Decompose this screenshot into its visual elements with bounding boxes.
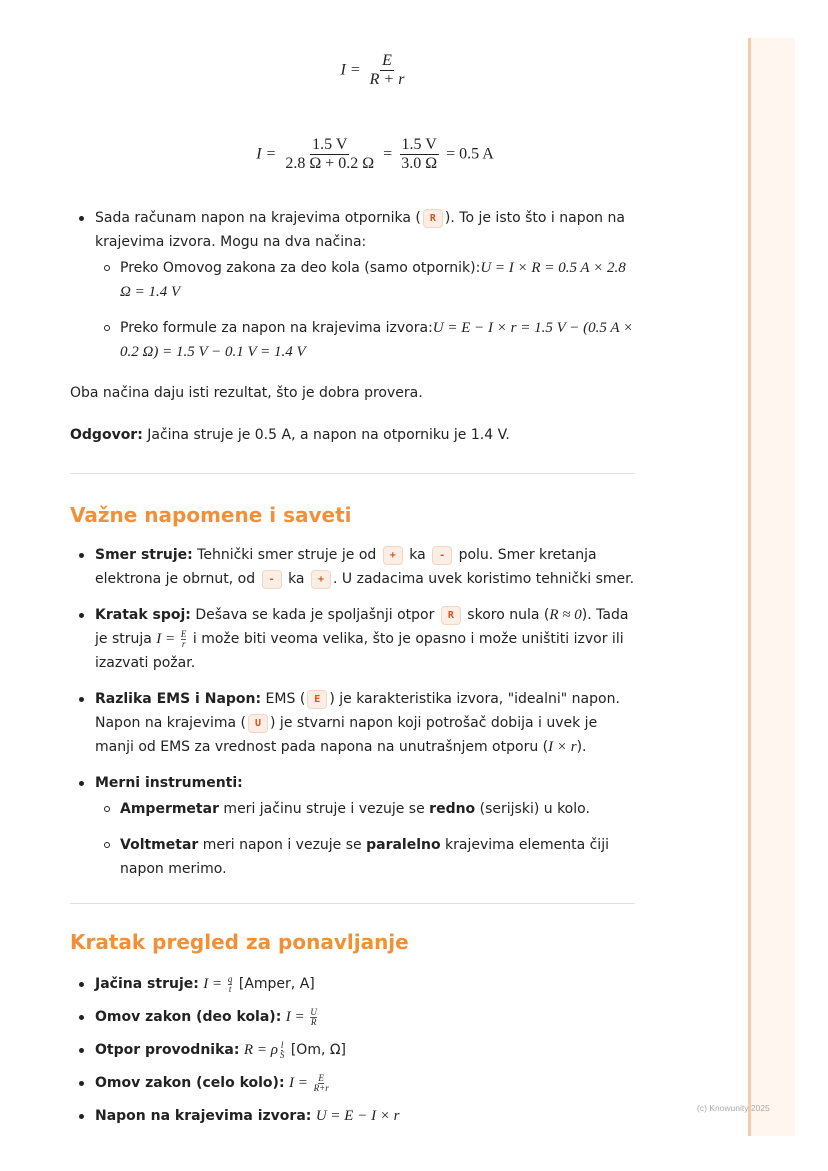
text: meri napon i vezuje se: [198, 837, 367, 853]
fraction: [399, 136, 439, 174]
text: ka: [283, 571, 309, 587]
inline-fraction: [310, 1008, 317, 1027]
math-expression: I =: [203, 976, 226, 992]
text: polu. Smer kretanja elektrona je obrnut, od: [95, 547, 597, 587]
numerator: U: [310, 1006, 317, 1017]
fraction: [368, 52, 407, 90]
sub-list-item: [95, 797, 635, 821]
text: [Om, Ω]: [286, 1042, 347, 1058]
numerator: q: [227, 973, 233, 984]
math-expression: U = I × R = 0.5 A × 2.8 Ω = 1.4 V: [120, 260, 626, 300]
numerator: E: [318, 1072, 324, 1083]
math-expression: I =: [156, 631, 179, 647]
math-expression: I =: [285, 1009, 309, 1025]
numerator: l: [280, 1039, 284, 1050]
sub-list-item: [95, 833, 635, 881]
solution-list: [70, 206, 635, 364]
text: ka: [404, 547, 431, 563]
text: ) je stvarni napon koji potrošač dobija i uvek je manji od EMS za vrednost pada napona na unutrašnjem otporu (: [95, 715, 598, 755]
numerator: E: [380, 52, 394, 71]
answer-text: Jačina struje je 0.5 A, a napon na otporniku je 1.4 V.: [142, 427, 510, 443]
math-expression: U = E − I × r: [315, 1108, 400, 1124]
bold-term: Napon na krajevima izvora:: [95, 1108, 312, 1124]
list-item: [70, 543, 635, 591]
code-badge: -: [432, 546, 452, 565]
list-item: [70, 1005, 635, 1029]
tips-list: [70, 543, 635, 881]
bold-term: redno: [429, 801, 476, 817]
sub-list: [95, 256, 635, 364]
bullet-list: [70, 972, 635, 1128]
text: ). To je isto što i napon na krajevima izvora. Mogu na dva načina:: [95, 210, 625, 250]
code-badge: U: [248, 714, 268, 733]
math-expression: I × r: [548, 739, 577, 755]
text: ) je karakteristika izvora, "idealni" napon. Napon na krajevima (: [95, 691, 620, 731]
bold-term: Jačina struje:: [95, 976, 199, 992]
formula-calculation: [70, 136, 680, 174]
answer: [70, 423, 635, 447]
inline-fraction: [314, 1074, 329, 1093]
list-item: [70, 603, 635, 675]
bold-term: paralelno: [366, 837, 441, 853]
text: . U zadacima uvek koristimo tehnički smer.: [333, 571, 635, 587]
formula-lhs: I =: [340, 61, 361, 79]
bold-term: Omov zakon (deo kola):: [95, 1009, 282, 1025]
section-title-tips: Važne napomene i saveti: [70, 503, 352, 527]
numerator: 1.5 V: [400, 136, 439, 155]
list-item: [70, 771, 635, 881]
bullet-list: [70, 206, 635, 364]
bold-term: Omov zakon (celo kolo):: [95, 1075, 285, 1091]
code-badge: -: [262, 570, 282, 589]
math-expression: I =: [289, 1075, 312, 1091]
text: meri jačinu struje i vezuje se: [218, 801, 430, 817]
text: Sada računam napon na krajevima otpornika (: [95, 210, 421, 226]
text: Preko Omovog zakona za deo kola (samo otpornik):: [120, 260, 481, 276]
denominator: 3.0 Ω: [401, 155, 438, 173]
denominator: R: [310, 1016, 317, 1027]
code-badge: E: [307, 690, 327, 709]
denominator: r: [181, 638, 186, 649]
bold-term: Otpor provodnika:: [95, 1042, 240, 1058]
bold-term: Ampermetar: [120, 801, 219, 817]
code-badge: +: [311, 570, 331, 589]
result: = 0.5 A: [446, 145, 494, 163]
section-title-review: Kratak pregled za ponavljanje: [70, 930, 409, 954]
numerator: 1.5 V: [310, 136, 349, 155]
list-item: [70, 1071, 635, 1095]
list-item: [70, 1104, 635, 1128]
bold-term: Razlika EMS i Napon:: [95, 691, 262, 707]
check-text: Oba načina daju isti rezultat, što je dobra provera.: [70, 385, 423, 401]
inline-fraction: [228, 975, 233, 994]
page-side-strip: [748, 38, 795, 1136]
code-badge: R: [423, 209, 443, 228]
bullet-list: [70, 543, 635, 881]
inline-fraction: [280, 1041, 285, 1060]
sub-list-item: [95, 256, 635, 304]
text: (serijski) u kolo.: [475, 801, 590, 817]
text: EMS (: [261, 691, 306, 707]
text: ).: [576, 739, 587, 755]
divider: [70, 473, 635, 474]
list-item: [70, 1038, 635, 1062]
formula-lhs: I =: [256, 145, 277, 163]
copyright: (c) Knowunity 2025: [697, 1103, 770, 1113]
denominator: S: [279, 1049, 285, 1060]
code-badge: R: [441, 606, 461, 625]
numerator: E: [180, 628, 187, 639]
bold-term: Voltmetar: [120, 837, 199, 853]
inline-fraction: [181, 630, 187, 649]
text: Dešava se kada je spoljašnji otpor: [190, 607, 439, 623]
text: skoro nula (: [462, 607, 550, 623]
text: ). Tada je struja: [95, 607, 629, 647]
denominator: 2.8 Ω + 0.2 Ω: [285, 155, 375, 173]
answer-label: Odgovor:: [70, 427, 143, 443]
bold-term: Smer struje:: [95, 547, 193, 563]
text: Tehnički smer struje je od: [192, 547, 381, 563]
fraction: [283, 136, 376, 174]
list-item: [70, 972, 635, 996]
denominator: t: [228, 983, 232, 994]
text: [Amper, A]: [234, 976, 315, 992]
bold-term: Kratak spoj:: [95, 607, 191, 623]
review-list: [70, 972, 635, 1128]
list-item: [70, 687, 635, 759]
sub-list: [95, 797, 635, 881]
math-expression: U = E − I × r = 1.5 V − (0.5 A × 0.2 Ω) = 1.5 V − 0.1 V = 1.4 V: [120, 320, 634, 360]
bold-term: Merni instrumenti:: [95, 775, 243, 791]
equals: =: [383, 145, 393, 163]
list-item: [70, 206, 635, 364]
formula-ohm-full-circuit: [70, 52, 680, 90]
denominator: R + r: [369, 71, 405, 89]
math-expression: R = ρ: [243, 1042, 278, 1058]
denominator: R+r: [313, 1082, 329, 1093]
code-badge: +: [383, 546, 403, 565]
text: i može biti veoma velika, što je opasno i može uništiti izvor ili izazvati požar.: [95, 631, 624, 671]
text: Preko formule za napon na krajevima izvora:: [120, 320, 433, 336]
divider: [70, 903, 635, 904]
math-expression: R ≈ 0: [549, 607, 582, 623]
sub-list-item: [95, 316, 635, 364]
text: krajevima elementa čiji napon merimo.: [120, 837, 609, 877]
